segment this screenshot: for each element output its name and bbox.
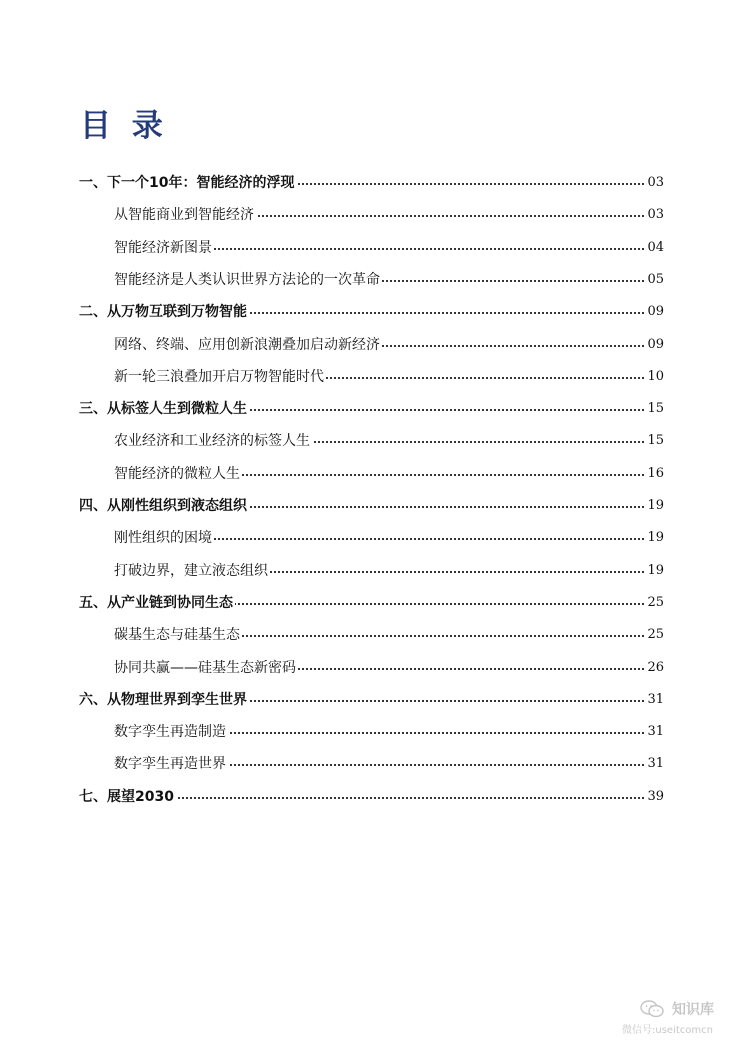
toc-entry-label: 网络、终端、应用创新浪潮叠加启动新经济	[114, 334, 382, 356]
toc-entry-label: 三、从标签人生到微粒人生	[79, 398, 249, 420]
toc-section-entry[interactable]	[0, 721, 744, 743]
toc-page-number: 15	[645, 430, 664, 452]
toc-page-number: 19	[645, 495, 664, 517]
toc-entry-label: 智能经济是人类认识世界方法论的一次革命	[114, 269, 382, 291]
toc-section-entry[interactable]	[0, 334, 744, 356]
toc-entry-label: 六、从物理世界到孪生世界	[79, 689, 249, 711]
toc-chapter-entry[interactable]	[0, 398, 744, 420]
toc-page-number: 19	[645, 527, 664, 549]
watermark-subtitle: 微信号:useitcomcn	[622, 1025, 713, 1036]
toc-entry-label: 一、下一个10年：智能经济的浮现	[79, 172, 296, 194]
toc-page-number: 09	[645, 334, 664, 356]
toc-entry-label: 七、展望2030	[79, 786, 176, 808]
toc-section-entry[interactable]	[0, 366, 744, 388]
toc-page-number: 26	[645, 657, 664, 679]
toc-page-number: 25	[645, 592, 664, 614]
toc-section-entry[interactable]	[0, 463, 744, 485]
toc-page-number: 03	[645, 204, 664, 226]
toc-page-number: 16	[645, 463, 664, 485]
toc-page-number: 31	[645, 689, 664, 711]
toc-section-entry[interactable]	[0, 753, 744, 775]
toc-page-number: 15	[645, 398, 664, 420]
toc-entry-label: 五、从产业链到协同生态	[79, 592, 235, 614]
toc-entry-label: 二、从万物互联到万物智能	[79, 301, 249, 323]
toc-page-number: 31	[645, 753, 664, 775]
toc-page-number: 05	[645, 269, 664, 291]
toc-chapter-entry[interactable]	[0, 301, 744, 323]
toc-page-number: 19	[645, 560, 664, 582]
toc-section-entry[interactable]	[0, 560, 744, 582]
toc-section-entry[interactable]	[0, 430, 744, 452]
toc-section-entry[interactable]	[0, 269, 744, 291]
page-title: 目 录	[80, 108, 168, 144]
toc-page-number: 03	[645, 172, 664, 194]
toc-chapter-entry[interactable]	[0, 786, 744, 808]
toc-entry-label: 智能经济新图景	[114, 237, 214, 259]
toc-entry-label: 碳基生态与硅基生态	[114, 624, 242, 646]
toc-chapter-entry[interactable]	[0, 495, 744, 517]
watermark-name: 知识库	[672, 1002, 714, 1018]
toc-section-entry[interactable]	[0, 624, 744, 646]
toc-page-number: 39	[645, 786, 664, 808]
toc-chapter-entry[interactable]	[0, 689, 744, 711]
toc-entry-label: 数字孪生再造世界	[114, 753, 228, 775]
toc-entry-label: 智能经济的微粒人生	[114, 463, 242, 485]
toc-entry-label: 四、从刚性组织到液态组织	[79, 495, 249, 517]
toc-entry-label: 从智能商业到智能经济	[114, 204, 256, 226]
toc-entry-label: 打破边界，建立液态组织	[114, 560, 270, 582]
toc-page-number: 04	[645, 237, 664, 259]
watermark	[622, 998, 732, 1038]
toc-chapter-entry[interactable]	[0, 172, 744, 194]
toc-entry-label: 协同共赢——硅基生态新密码	[114, 657, 298, 679]
toc-page-number: 10	[645, 366, 664, 388]
toc-section-entry[interactable]	[0, 237, 744, 259]
toc-section-entry[interactable]	[0, 657, 744, 679]
toc-entry-label: 数字孪生再造制造	[114, 721, 228, 743]
toc-section-entry[interactable]	[0, 204, 744, 226]
toc-entry-label: 新一轮三浪叠加开启万物智能时代	[114, 366, 326, 388]
toc-page-number: 25	[645, 624, 664, 646]
toc-entry-label: 刚性组织的困境	[114, 527, 214, 549]
toc-entry-label: 农业经济和工业经济的标签人生	[114, 430, 312, 452]
toc-page-number: 09	[645, 301, 664, 323]
wechat-icon	[640, 1000, 664, 1018]
toc-chapter-entry[interactable]	[0, 592, 744, 614]
toc-section-entry[interactable]	[0, 527, 744, 549]
toc-page-number: 31	[645, 721, 664, 743]
